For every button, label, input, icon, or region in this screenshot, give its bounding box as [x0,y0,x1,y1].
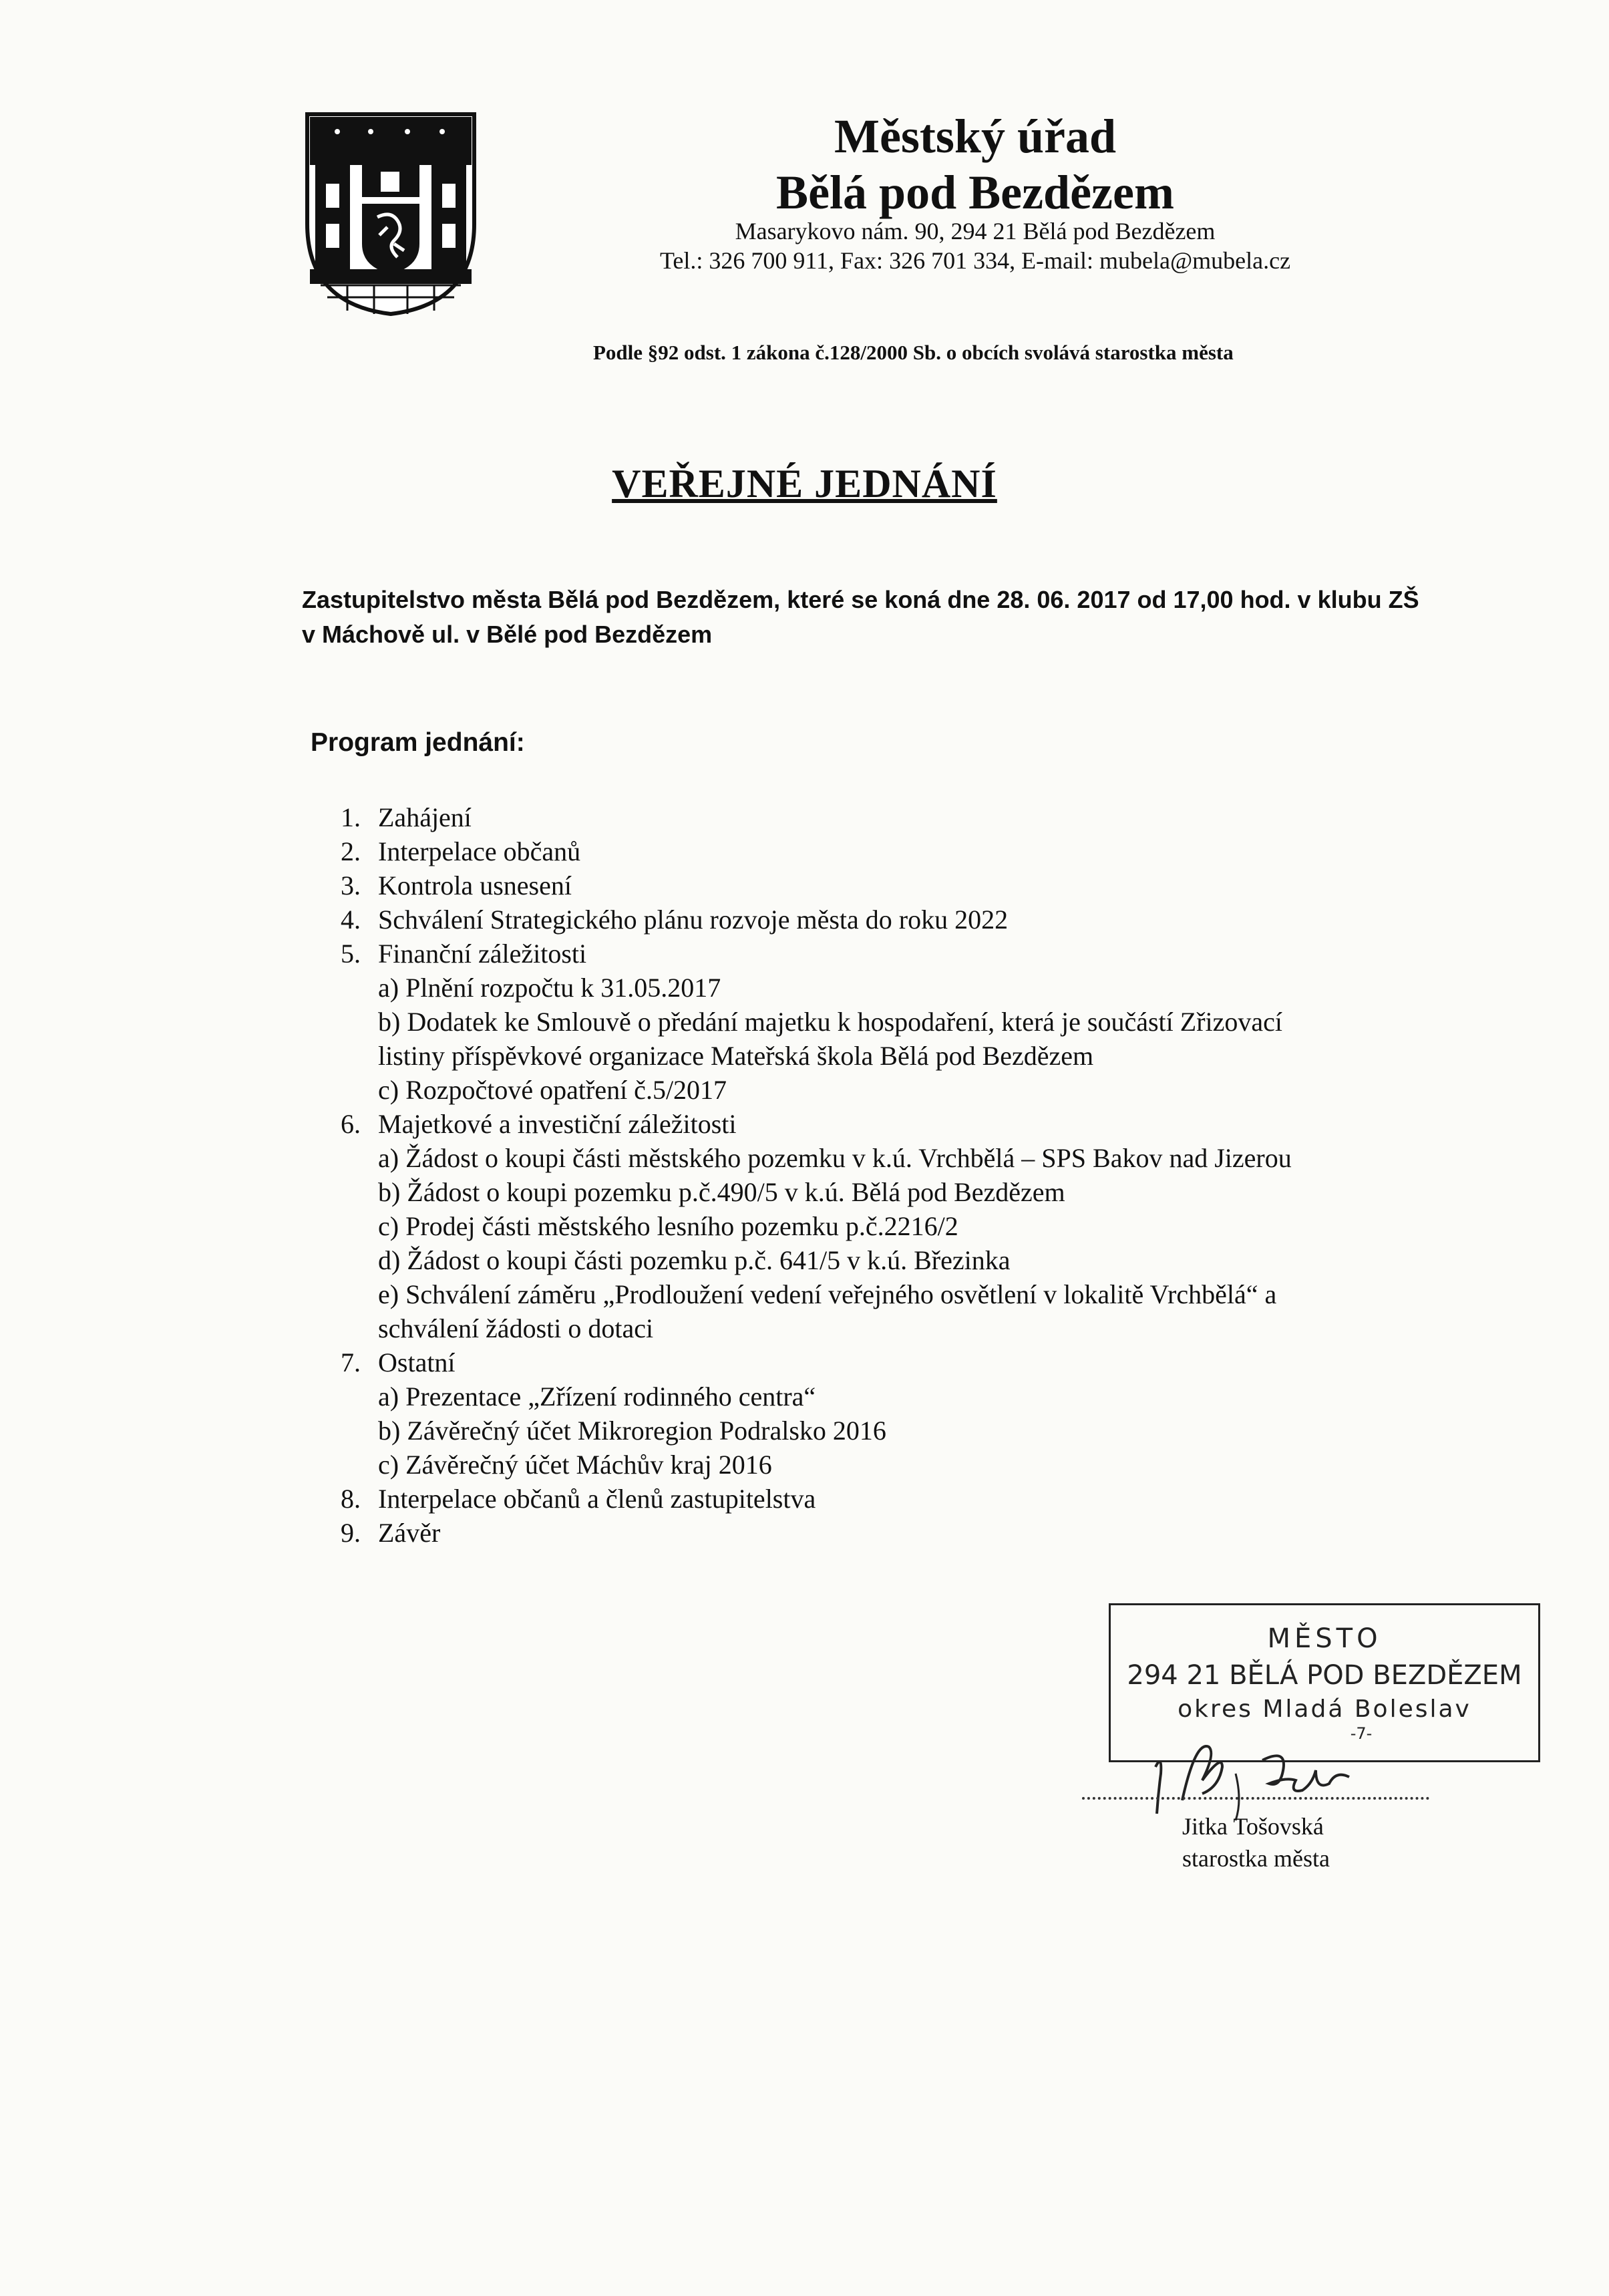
agenda-subitem: a) Plnění rozpočtu k 31.05.2017 [378,973,721,1003]
notice-line: v Máchově ul. v Bělé pod Bezdězem [302,621,713,648]
agenda-number: 3. [341,870,361,900]
agenda-text: Ostatní [378,1347,456,1377]
agenda-number: 5. [341,939,361,969]
document-headline: VEŘEJNÉ JEDNÁNÍ [612,462,997,506]
stamp-line: 294 21 BĚLÁ POD BEZDĚZEM [1127,1660,1522,1691]
agenda-item [341,903,1509,937]
agenda-number: 8. [341,1484,361,1514]
agenda-text: Interpelace občanů a členů zastupitelstva [378,1484,816,1514]
agenda-subitem: a) Prezentace „Zřízení rodinného centra“ [378,1381,816,1412]
agenda-text: Kontrola usnesení [378,870,572,900]
signer-role: starostka města [1182,1845,1330,1872]
org-contact: Tel.: 326 700 911, Fax: 326 701 334, E-mail: mubela@mubela.cz [659,247,1291,274]
agenda-list [341,800,1509,1550]
town-coat-of-arms-icon [301,110,481,317]
agenda-subitem-continuation: listiny příspěvkové organizace Mateřská škola Bělá pod Bezdězem [378,1041,1094,1071]
meeting-notice [302,583,1504,652]
agenda-subitem: c) Rozpočtové opatření č.5/2017 [378,1075,727,1105]
legal-basis: Podle §92 odst. 1 zákona č.128/2000 Sb. o obcích svolává starostka města [593,341,1234,364]
agenda-subitem: e) Schválení záměru „Prodloužení vedení veřejného osvětlení v lokalitě Vrchbělá“ a [378,1279,1277,1309]
agenda-subitem: b) Závěrečný účet Mikroregion Podralsko 2016 [378,1416,886,1446]
agenda-item [341,834,1509,868]
agenda-subitem: c) Závěrečný účet Máchův kraj 2016 [378,1450,772,1480]
agenda-subitem: b) Dodatek ke Smlouvě o předání majetku k hospodaření, která je součástí Zřizovací [378,1007,1283,1037]
org-name-line1: Městský úřad [834,110,1116,163]
org-address: Masarykovo nám. 90, 294 21 Bělá pod Bezdězem [735,218,1216,244]
org-name-line2: Bělá pod Bezdězem [776,166,1174,219]
program-title: Program jednání: [311,728,525,757]
agenda-text: Schválení Strategického plánu rozvoje města do roku 2022 [378,905,1009,935]
agenda-number: 6. [341,1109,361,1139]
agenda-item [341,1516,1509,1550]
agenda-number: 2. [341,836,361,866]
agenda-text: Majetkové a investiční záležitosti [378,1109,737,1139]
signer-block [1182,1810,1330,1874]
agenda-number: 7. [341,1347,361,1377]
stamp-line: -7- [1350,1724,1373,1743]
notice-line: Zastupitelstvo města Bělá pod Bezdězem, které se koná dne 28. 06. 2017 od 17,00 hod. v klubu ZŠ [302,586,1419,613]
agenda-subitem: d) Žádost o koupi části pozemku p.č. 641/5 v k.ú. Březinka [378,1245,1011,1275]
agenda-subitem: a) Žádost o koupi části městského pozemku v k.ú. Vrchbělá – SPS Bakov nad Jizerou [378,1143,1292,1173]
agenda-item [341,800,1509,834]
agenda-number: 1. [341,802,361,832]
agenda-subitem: b) Žádost o koupi pozemku p.č.490/5 v k.ú. Bělá pod Bezdězem [378,1177,1065,1207]
agenda-number: 9. [341,1518,361,1548]
agenda-item [341,868,1509,903]
signer-name: Jitka Tošovská [1182,1813,1324,1840]
agenda-text: Závěr [378,1518,441,1548]
agenda-text: Interpelace občanů [378,836,581,866]
agenda-subitem: c) Prodej části městského lesního pozemku p.č.2216/2 [378,1211,958,1241]
stamp-line: MĚSTO [1267,1623,1382,1654]
agenda-item [341,1345,1509,1379]
stamp-line: okres Mladá Boleslav [1178,1695,1471,1723]
agenda-item [341,1107,1509,1141]
agenda-item [341,1482,1509,1516]
agenda-text: Finanční záležitosti [378,939,587,969]
agenda-text: Zahájení [378,802,472,832]
agenda-number: 4. [341,905,361,935]
agenda-item [341,937,1509,971]
signature-line [1082,1797,1429,1800]
agenda-subitem-continuation: schválení žádosti o dotaci [378,1313,654,1343]
